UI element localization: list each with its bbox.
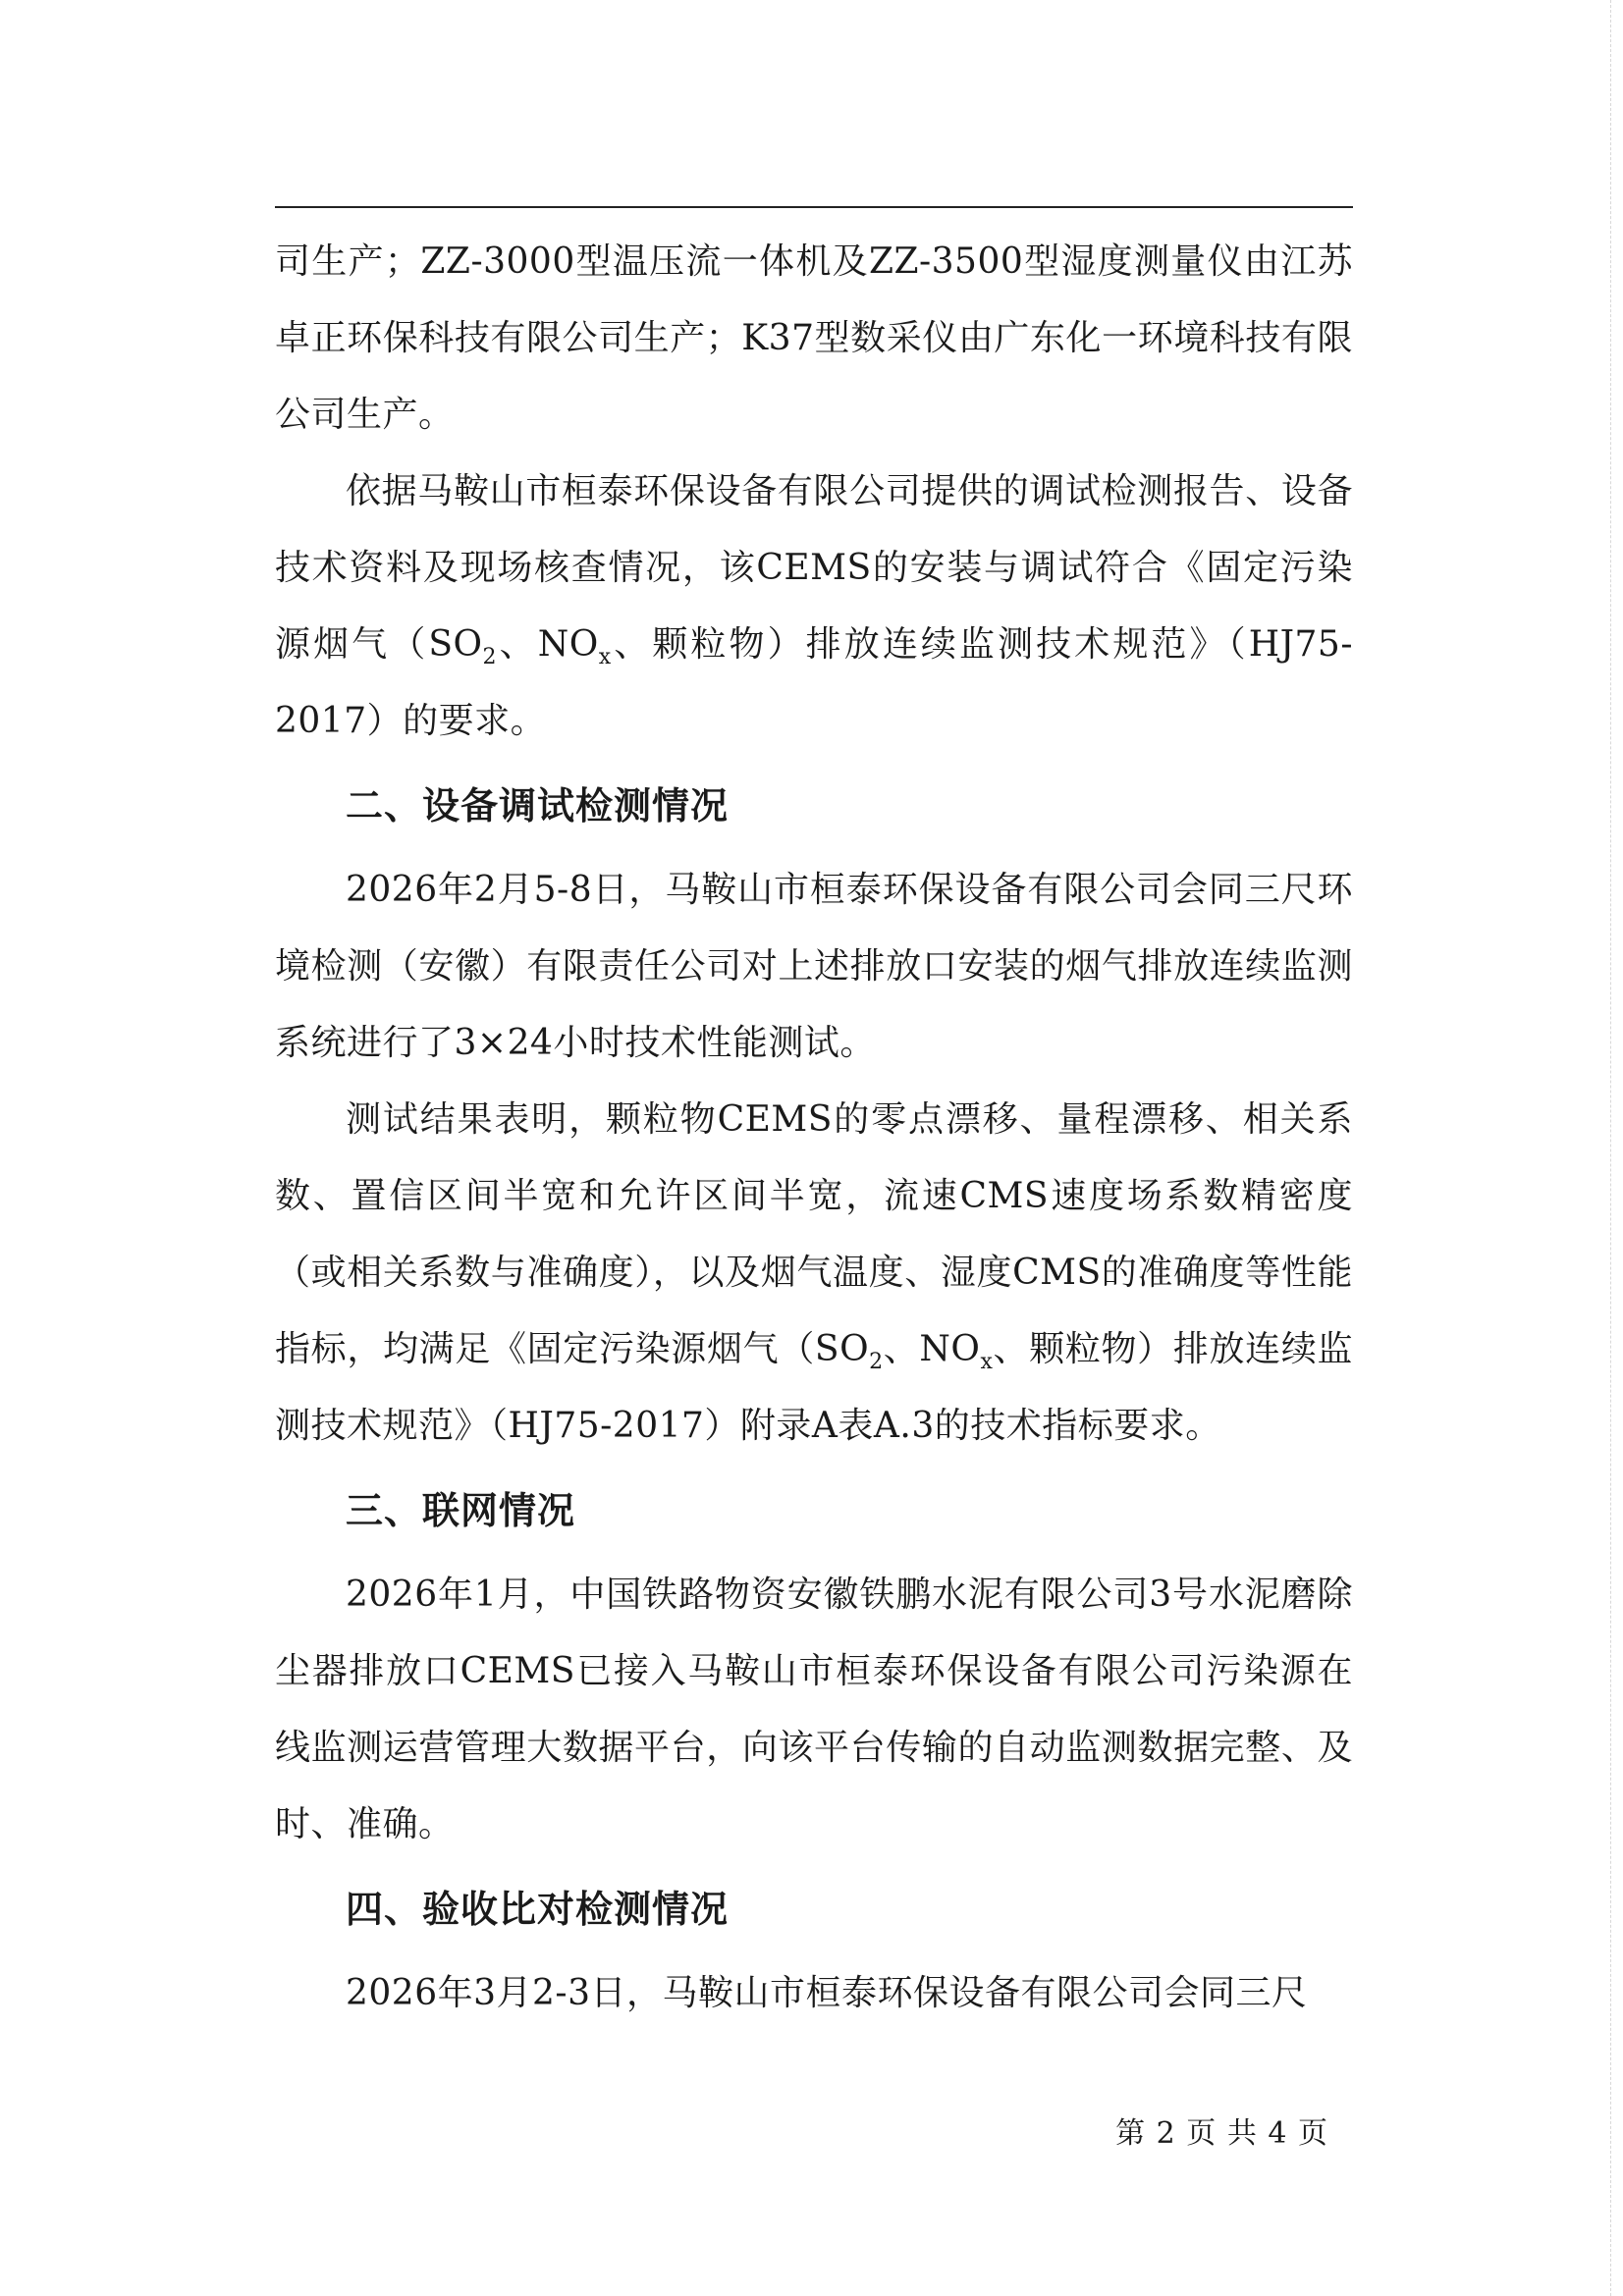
scan-edge-line xyxy=(1610,0,1611,2296)
section-heading-acceptance-test: 四、验收比对检测情况 xyxy=(346,1888,730,1931)
subscript-nox: x xyxy=(980,1350,994,1375)
subscript-so2: 2 xyxy=(869,1350,884,1375)
paragraph-acceptance-test: 2026年3月2-3日，马鞍山市桓泰环保设备有限公司会同三尺 xyxy=(346,1973,1308,2013)
document-body xyxy=(275,224,1353,2032)
subscript-so2: 2 xyxy=(482,645,498,670)
header-rule xyxy=(275,206,1353,208)
paragraph-equipment-makers: 司生产；ZZ-3000型温压流一体机及ZZ-3500型湿度测量仪由江苏卓正环保科技有限公司生产；K37型数采仪由广东化一环境科技有限公司生产。 xyxy=(275,241,1353,435)
paragraph-test-results: 测试结果表明，颗粒物CEMS的零点漂移、量程漂移、相关系数、置信区间半宽和允许区间半宽，流速CMS速度场系数精密度（或相关系数与准确度），以及烟气温度、湿度CMS的准确度等性能指标，均满足《固定污染源烟气（$SO_2$、$NO_x$、颗粒物）排放连续监测技术规范》（HJ75-2017）附录A表A.3的技术指标要求。 xyxy=(275,1099,1353,1446)
paragraph-installation-compliance: 依据马鞍山市桓泰环保设备有限公司提供的调试检测报告、设备技术资料及现场核查情况，该CEMS的安装与调试符合《固定污染源烟气（$SO_2$、$NO_x$、颗粒物）排放连续监测技术规范》（HJ75-2017）的要求。 xyxy=(275,471,1353,741)
subscript-nox: x xyxy=(598,645,612,670)
page-number: 第 2 页 共 4 页 xyxy=(1115,2116,1328,2151)
paragraph-networking: 2026年1月，中国铁路物资安徽铁鹏水泥有限公司3号水泥磨除尘器排放口CEMS已接入马鞍山市桓泰环保设备有限公司污染源在线监测运营管理大数据平台，向该平台传输的自动监测数据完整、及时、准确。 xyxy=(275,1575,1353,1844)
section-heading-networking: 三、联网情况 xyxy=(346,1489,576,1532)
section-heading-debug-test: 二、设备调试检测情况 xyxy=(346,784,730,828)
paragraph-debug-test-dates: 2026年2月5-8日，马鞍山市桓泰环保设备有限公司会同三尺环境检测（安徽）有限责任公司对上述排放口安装的烟气排放连续监测系统进行了3×24小时技术性能测试。 xyxy=(275,870,1353,1063)
